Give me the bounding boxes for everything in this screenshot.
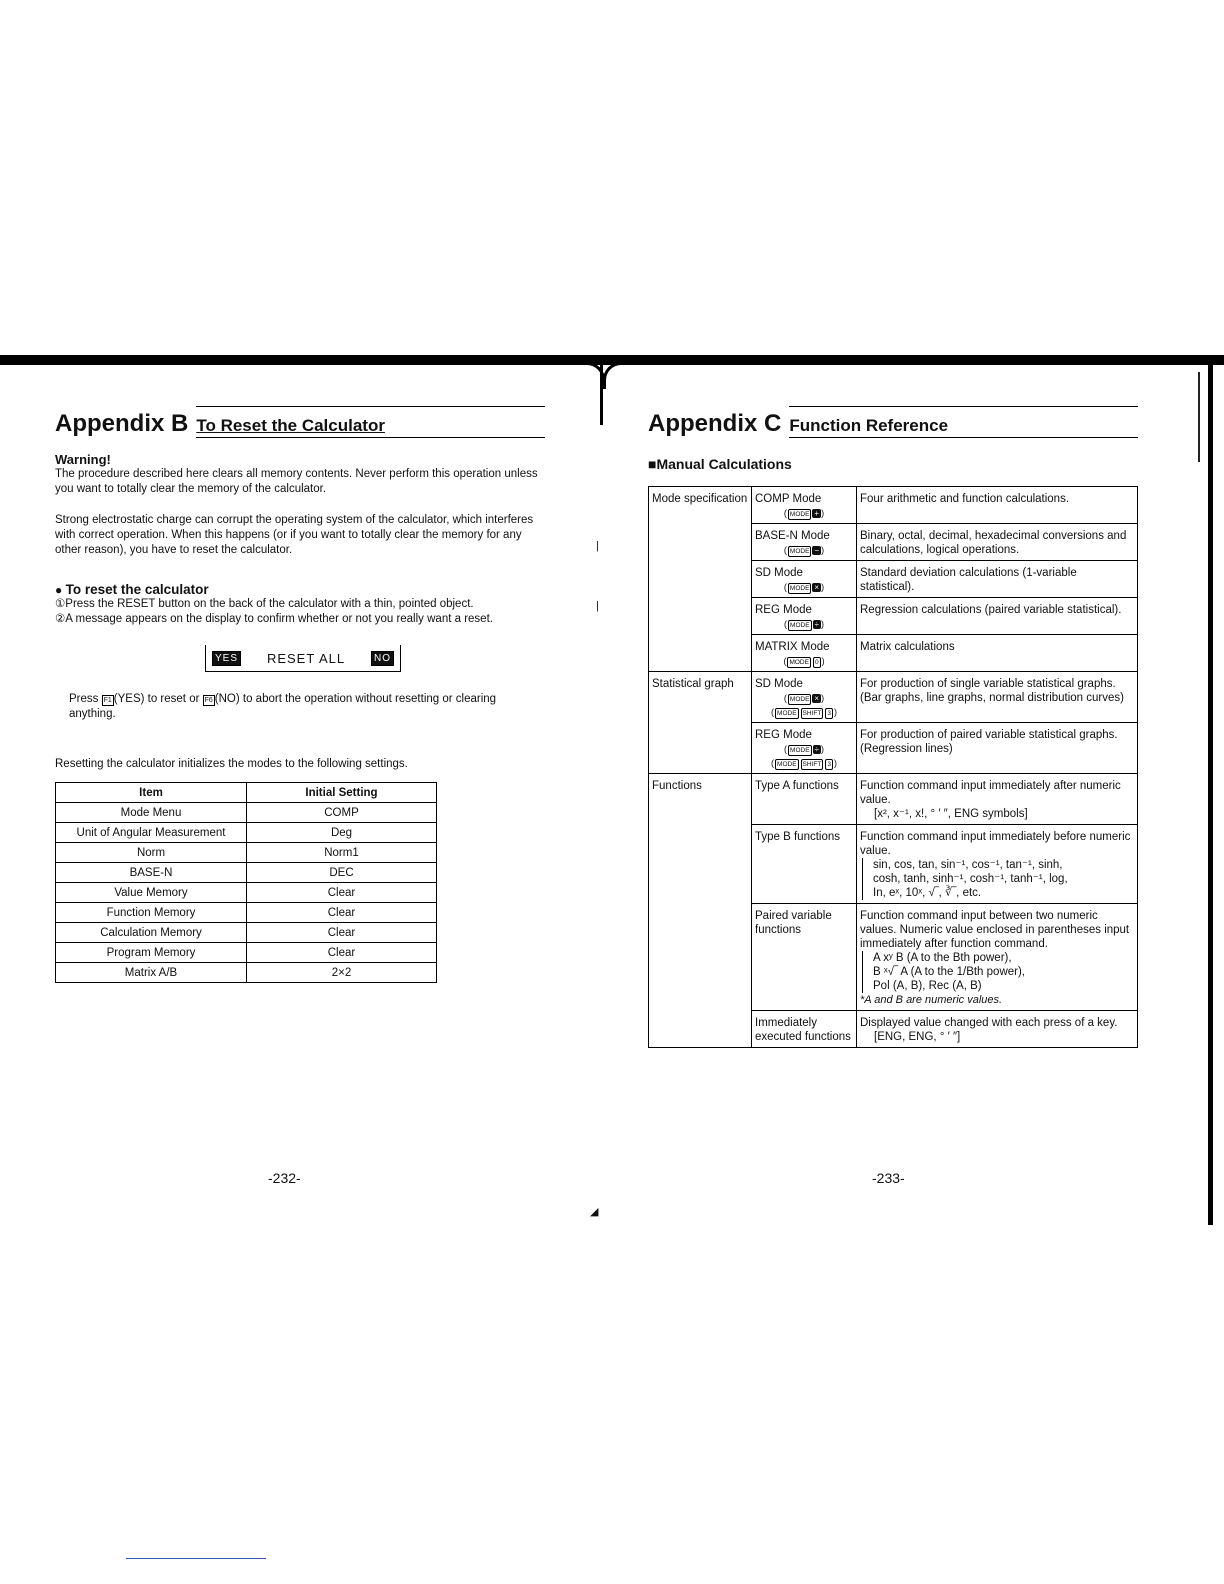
table-row: Value Memory Clear bbox=[56, 883, 437, 903]
desc-cell: Binary, octal, decimal, hexadecimal conversions and calculations, logical operations. bbox=[857, 524, 1138, 561]
desc-cell: Function command input immediately after numeric value. [x², x⁻¹, x!, ° ′ ″, ENG symbols] bbox=[857, 774, 1138, 825]
function-reference-table bbox=[648, 486, 1138, 1048]
mode-cell: SD Mode ( MODE × ) bbox=[752, 561, 857, 598]
category-cell: Mode specification bbox=[649, 487, 752, 672]
table-row bbox=[649, 672, 1138, 723]
desc-cell: Function command input immediately before numeric value. sin, cos, tan, sin⁻¹, cos⁻¹, tan⁻¹, sinh, cosh, tanh, sinh⁻¹, cosh⁻¹, tanh⁻¹, log, In, eˣ, 10ˣ, √‾, ∛‾, etc. bbox=[857, 825, 1138, 904]
mode-key-icon: ( MODE 0 ) bbox=[783, 656, 825, 666]
scan-mark: ◢ bbox=[590, 1206, 599, 1218]
book-gutter bbox=[600, 365, 603, 425]
charge-text: Strong electrostatic charge can corrupt the operating system of the calculator, which interferes with correct operation. When this happens (or if you want to totally clear the memory for any other reason), you have to reset the calculator. bbox=[55, 514, 534, 556]
table-header: Initial Setting bbox=[247, 783, 437, 803]
f6-key-icon: F6 bbox=[204, 697, 213, 704]
table-row bbox=[649, 774, 1138, 825]
desc-cell: Standard deviation calculations (1-variable statistical). bbox=[857, 561, 1138, 598]
mode-key-icon: ( MODE + ) bbox=[783, 508, 825, 518]
function-type-cell: Type B functions bbox=[752, 825, 857, 904]
appendix-title: To Reset the Calculator bbox=[196, 416, 545, 438]
desc-cell: Matrix calculations bbox=[857, 635, 1138, 672]
desc-cell: Regression calculations (paired variable statistical). bbox=[857, 598, 1138, 635]
appendix-c-header bbox=[648, 410, 1138, 438]
reset-message: RESET ALL bbox=[266, 650, 346, 666]
table-row: Matrix A/B 2×2 bbox=[56, 963, 437, 983]
table-row bbox=[649, 487, 1138, 524]
mode-key-icon: ( MODE ÷ ) bbox=[784, 619, 824, 629]
appendix-label: Appendix C bbox=[648, 410, 782, 437]
no-softkey: NO bbox=[371, 651, 394, 666]
reset-display bbox=[205, 645, 401, 672]
reset-intro: Resetting the calculator initializes the modes to the following settings. bbox=[55, 758, 408, 770]
desc-cell: For production of single variable statistical graphs. (Bar graphs, line graphs, normal distribution curves) bbox=[857, 672, 1138, 723]
graph-key-icon: ( MODE ÷ ) ( MODE SHIFT 3 ) bbox=[771, 744, 837, 768]
reset-heading: ● To reset the calculator bbox=[55, 582, 209, 597]
press-instruction: Press F1 (YES) to reset or F6 (NO) to abort the operation without resetting or clearing anything. bbox=[69, 693, 497, 720]
step-1: ①Press the RESET button on the back of the calculator with a thin, pointed object. bbox=[55, 598, 474, 610]
appendix-title: Function Reference bbox=[789, 416, 1138, 438]
mode-cell: REG Mode ( MODE ÷ ) bbox=[752, 598, 857, 635]
function-type-cell: Paired variable functions bbox=[752, 904, 857, 1011]
desc-cell: Displayed value changed with each press of a key. [ENG, ENG, ° ′ ″] bbox=[857, 1011, 1138, 1048]
appendix-label: Appendix B bbox=[55, 410, 189, 437]
yes-softkey: YES bbox=[212, 651, 241, 666]
table-header-row bbox=[56, 783, 437, 803]
desc-cell: For production of paired variable statistical graphs. (Regression lines) bbox=[857, 723, 1138, 774]
warning-text: The procedure described here clears all memory contents. Never perform this operation unless you want to totally clear the memory of the calculator. bbox=[55, 468, 538, 495]
scan-mark: | bbox=[596, 540, 599, 552]
page-curl-right bbox=[603, 362, 626, 389]
scan-mark: | bbox=[596, 600, 599, 612]
function-type-cell: Immediately executed functions bbox=[752, 1011, 857, 1048]
f1-key-icon: F1 bbox=[103, 697, 112, 704]
mode-key-icon: ( MODE × ) bbox=[783, 582, 825, 592]
table-row: Function Memory Clear bbox=[56, 903, 437, 923]
desc-cell: Function command input between two numeric values. Numeric value enclosed in parentheses input immediately after function command. A xʸ B (A to the Bth power), B ˣ√‾ A (A to the 1/Bth power), Pol (A, B), Rec (A, B) *A and B are numeric values. bbox=[857, 904, 1138, 1011]
function-type-cell: Type A functions bbox=[752, 774, 857, 825]
page-number-right: -233- bbox=[872, 1170, 905, 1186]
decorative-line bbox=[126, 1558, 266, 1559]
mode-cell: BASE-N Mode ( MODE − ) bbox=[752, 524, 857, 561]
appendix-b-header bbox=[55, 410, 545, 438]
section-heading: ■Manual Calculations bbox=[648, 456, 792, 472]
desc-cell: Four arithmetic and function calculations. bbox=[857, 487, 1138, 524]
right-scan-edge bbox=[1208, 365, 1213, 1225]
mode-cell: COMP Mode ( MODE + ) bbox=[752, 487, 857, 524]
category-cell: Functions bbox=[649, 774, 752, 1048]
left-page bbox=[55, 410, 545, 983]
mode-cell: MATRIX Mode ( MODE 0 ) bbox=[752, 635, 857, 672]
warning-heading: Warning! bbox=[55, 452, 111, 467]
table-row: Program Memory Clear bbox=[56, 943, 437, 963]
right-scan-edge-thin bbox=[1198, 372, 1200, 462]
table-row: BASE-N DEC bbox=[56, 863, 437, 883]
mode-key-icon: ( MODE − ) bbox=[783, 545, 825, 555]
table-row: Unit of Angular Measurement Deg bbox=[56, 823, 437, 843]
right-page bbox=[648, 410, 1138, 1048]
table-row: Mode Menu COMP bbox=[56, 803, 437, 823]
category-cell: Statistical graph bbox=[649, 672, 752, 774]
mode-cell: SD Mode ( MODE × ) ( MODE SHIFT 3 ) bbox=[752, 672, 857, 723]
initial-settings-table bbox=[55, 782, 437, 983]
table-row: Norm Norm1 bbox=[56, 843, 437, 863]
step-2: ②A message appears on the display to confirm whether or not you really want a reset. bbox=[55, 613, 493, 625]
table-row: Calculation Memory Clear bbox=[56, 923, 437, 943]
page-number-left: -232- bbox=[268, 1170, 301, 1186]
table-header: Item bbox=[56, 783, 247, 803]
graph-key-icon: ( MODE × ) ( MODE SHIFT 3 ) bbox=[771, 693, 837, 717]
mode-cell: REG Mode ( MODE ÷ ) ( MODE SHIFT 3 ) bbox=[752, 723, 857, 774]
